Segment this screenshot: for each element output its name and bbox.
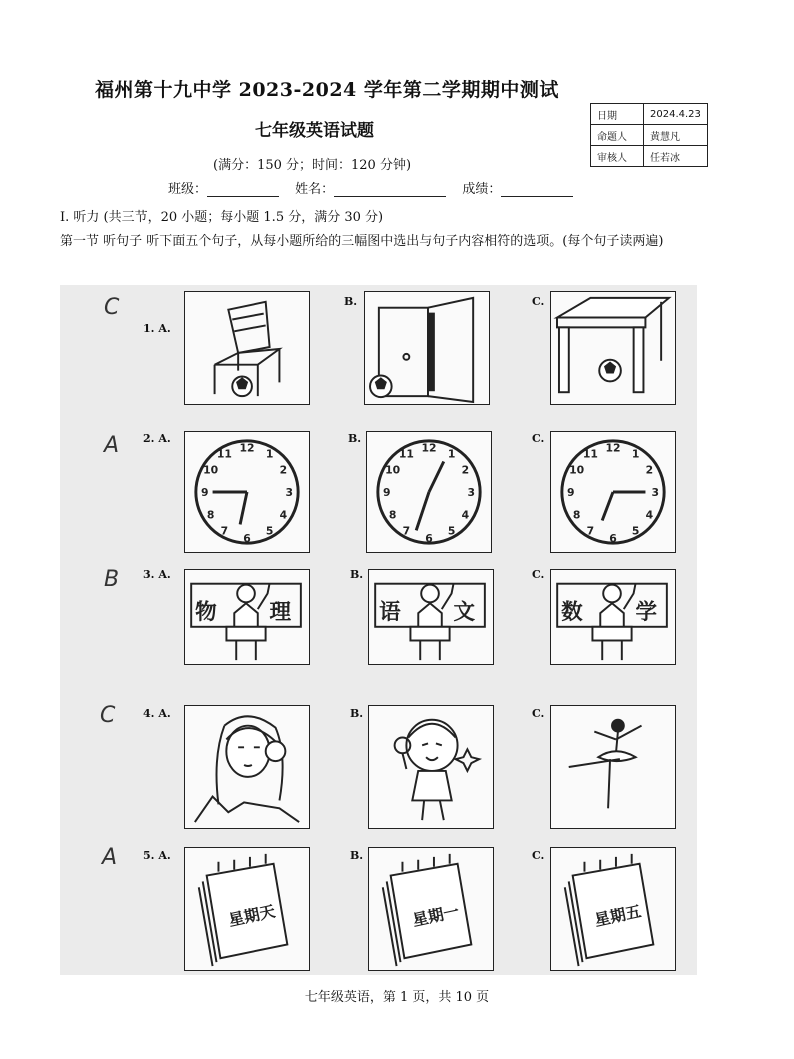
meta-key: 日期 (591, 104, 644, 125)
svg-text:3: 3 (285, 485, 294, 499)
svg-text:4: 4 (461, 508, 470, 522)
option-letter: B. (350, 707, 364, 720)
svg-text:3: 3 (651, 485, 660, 499)
clock-1230-image[interactable] (366, 431, 492, 553)
board-text-left: 物 (195, 599, 217, 625)
svg-text:6: 6 (425, 532, 433, 546)
calendar-text: 星期一 (410, 901, 461, 930)
board-text-left: 语 (379, 599, 401, 625)
teacher-board-chinese-image[interactable] (368, 569, 494, 665)
name-label: 姓名： (295, 182, 335, 197)
svg-text:1: 1 (631, 447, 640, 461)
clock-615-image[interactable] (550, 431, 676, 553)
board-text-right: 文 (453, 599, 476, 625)
handwritten-answer: A (104, 433, 120, 458)
option-letter: C. (532, 849, 545, 862)
svg-text:3: 3 (467, 485, 476, 499)
section-instruction: 第一节 听句子 听下面五个句子，从每小题所给的三幅图中选出与句子内容相符的选项。(每个句子读两遍) (60, 234, 664, 249)
svg-text:1: 1 (447, 447, 456, 461)
svg-text:11: 11 (398, 447, 414, 461)
board-text-right: 学 (635, 599, 658, 625)
score-label: 成绩： (462, 182, 502, 197)
meta-value: 2024.4.23 (644, 104, 708, 125)
exam-meta-table (590, 103, 708, 167)
handwritten-answer: C (104, 295, 120, 320)
name-blank[interactable] (334, 182, 446, 197)
svg-text:12: 12 (239, 441, 255, 455)
option-letter: C. (532, 568, 545, 581)
svg-text:12: 12 (421, 441, 437, 455)
svg-text:5: 5 (265, 524, 274, 538)
svg-text:6: 6 (243, 532, 251, 546)
question-number: 3. A. (143, 568, 171, 581)
svg-text:9: 9 (566, 485, 575, 499)
handwritten-answer: B (104, 567, 120, 592)
page-footer: 七年级英语，第 1 页，共 10 页 (304, 990, 490, 1005)
svg-text:7: 7 (402, 524, 411, 538)
calendar-monday-image[interactable] (368, 847, 494, 971)
exam-subtitle: 七年级英语试题 (255, 121, 374, 141)
chair-ball-image[interactable] (184, 291, 310, 405)
meta-row-author (591, 125, 708, 146)
svg-text:5: 5 (631, 524, 640, 538)
class-blank[interactable] (207, 182, 279, 197)
calendar-text: 星期天 (226, 901, 277, 930)
svg-text:1: 1 (265, 447, 274, 461)
ballet-dancer-image[interactable] (550, 705, 676, 829)
option-letter: B. (348, 432, 362, 445)
door-ball-image[interactable] (364, 291, 490, 405)
board-text-left: 数 (561, 599, 583, 625)
board-text-right: 理 (269, 599, 292, 625)
calendar-text: 星期五 (592, 901, 643, 930)
option-letter: C. (532, 432, 545, 445)
meta-value: 黄慧凡 (644, 125, 708, 146)
svg-text:9: 9 (200, 485, 209, 499)
girl-singing-image[interactable] (368, 705, 494, 829)
table-ball-image[interactable] (550, 291, 676, 405)
handwritten-answer: A (102, 845, 118, 870)
handwritten-answer: C (100, 703, 116, 728)
svg-text:6: 6 (609, 532, 617, 546)
question-number: 5. A. (143, 849, 171, 862)
question-number: 2. A. (143, 432, 171, 445)
svg-text:7: 7 (586, 524, 595, 538)
exam-title: 福州第十九中学 2023-2024 学年第二学期期中测试 (95, 79, 559, 101)
svg-text:5: 5 (447, 524, 456, 538)
student-info-fields (168, 178, 585, 197)
teacher-board-physics-image[interactable] (184, 569, 310, 665)
calendar-friday-image[interactable] (550, 847, 676, 971)
svg-text:10: 10 (569, 463, 585, 477)
class-label: 班级： (168, 182, 208, 197)
option-letter: C. (532, 295, 545, 308)
option-letter: B. (350, 849, 364, 862)
svg-text:2: 2 (279, 463, 288, 477)
score-blank[interactable] (501, 182, 573, 197)
question-number: 1. A. (143, 322, 171, 335)
svg-text:8: 8 (388, 508, 397, 522)
svg-text:10: 10 (203, 463, 219, 477)
svg-text:2: 2 (645, 463, 654, 477)
girl-headphones-image[interactable] (184, 705, 310, 829)
svg-text:8: 8 (206, 508, 215, 522)
section-heading: Ⅰ. 听力 (共三节，20 小题；每小题 1.5 分，满分 30 分) (60, 210, 384, 225)
option-letter: C. (532, 707, 545, 720)
option-letter: B. (344, 295, 358, 308)
option-letter: B. (350, 568, 364, 581)
svg-text:11: 11 (582, 447, 598, 461)
score-field (462, 178, 573, 197)
question-number: 4. A. (143, 707, 171, 720)
teacher-board-math-image[interactable] (550, 569, 676, 665)
meta-key: 命题人 (591, 125, 644, 146)
meta-row-reviewer (591, 146, 708, 167)
meta-value: 任若冰 (644, 146, 708, 167)
svg-text:7: 7 (220, 524, 229, 538)
svg-text:11: 11 (216, 447, 232, 461)
svg-text:8: 8 (572, 508, 581, 522)
class-field (168, 178, 279, 197)
meta-row-date (591, 104, 708, 125)
calendar-sunday-image[interactable] (184, 847, 310, 971)
svg-text:4: 4 (279, 508, 288, 522)
svg-text:12: 12 (605, 441, 621, 455)
score-time-line: (满分：150 分；时间：120 分钟) (213, 158, 412, 173)
svg-text:2: 2 (461, 463, 470, 477)
picture-question-sheet (60, 285, 697, 975)
meta-key: 审核人 (591, 146, 644, 167)
svg-text:10: 10 (385, 463, 401, 477)
name-field (295, 178, 446, 197)
svg-text:9: 9 (382, 485, 391, 499)
clock-645-image[interactable] (184, 431, 310, 553)
svg-text:4: 4 (645, 508, 654, 522)
